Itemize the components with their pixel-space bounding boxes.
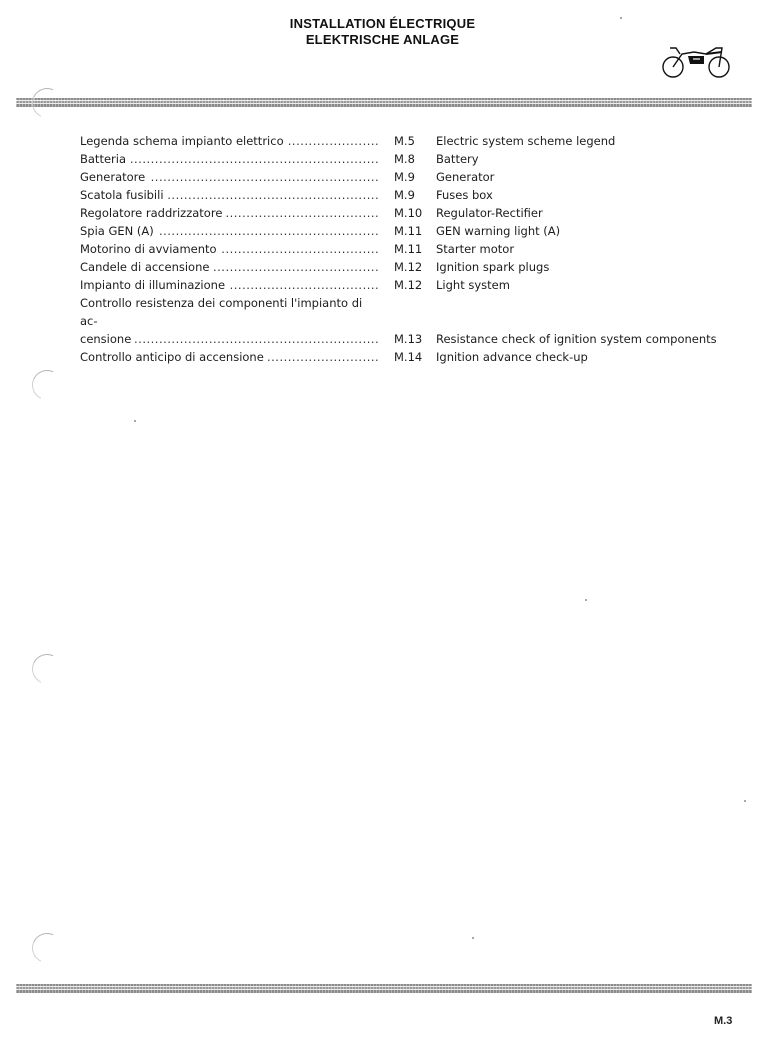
toc-page-ref: M.9 xyxy=(394,170,415,184)
toc-row xyxy=(80,150,740,168)
toc-row xyxy=(80,168,740,186)
toc-row xyxy=(80,222,740,240)
toc-english-label: Starter motor xyxy=(436,242,515,256)
toc-english-label: Generator xyxy=(436,170,495,184)
toc-english-label: Light system xyxy=(436,278,510,292)
toc-italian-label: Regolatore raddrizzatore ..... xyxy=(80,204,380,222)
toc-row xyxy=(80,132,740,150)
toc-italian-label: Controllo anticipo di accensione ..... xyxy=(80,348,380,366)
scan-speck xyxy=(472,937,474,939)
toc-english-label: Battery xyxy=(436,152,479,166)
motorcycle-icon xyxy=(660,42,732,80)
toc-italian-label xyxy=(80,294,380,348)
toc-row xyxy=(80,276,740,294)
scan-speck xyxy=(620,17,622,19)
toc-page-ref: M.5 xyxy=(394,134,415,148)
toc-page-ref: M.9 xyxy=(394,188,415,202)
toc-english-label: Ignition advance check-up xyxy=(436,350,588,364)
toc-page-ref: M.12 xyxy=(394,278,423,292)
toc-italian-label: Scatola fusibili ..... xyxy=(80,186,380,204)
toc-page-ref: M.13 xyxy=(394,332,423,346)
toc-italian-label: Impianto di illuminazione ..... xyxy=(80,276,380,294)
toc-page-ref: M.14 xyxy=(394,350,423,364)
toc-row xyxy=(80,348,740,366)
toc-italian-label-line2: censione xyxy=(80,332,135,346)
toc-english-label: GEN warning light (A) xyxy=(436,224,561,238)
toc-row xyxy=(80,258,740,276)
scan-speck xyxy=(744,800,746,802)
title-french: INSTALLATION ÉLECTRIQUE xyxy=(289,16,476,31)
toc-row xyxy=(80,240,740,258)
table-of-contents xyxy=(80,132,740,366)
punch-hole-mark xyxy=(28,650,66,688)
toc-italian-label: Spia GEN (A) ..... xyxy=(80,222,380,240)
toc-english-label: Ignition spark plugs xyxy=(436,260,550,274)
punch-hole-mark xyxy=(28,366,66,404)
toc-italian-label: Motorino di avviamento ..... xyxy=(80,240,380,258)
title-german: ELEKTRISCHE ANLAGE xyxy=(305,32,460,47)
toc-row xyxy=(80,294,740,348)
toc-row xyxy=(80,186,740,204)
bottom-rule xyxy=(16,984,752,993)
toc-italian-label: Generatore ..... xyxy=(80,168,380,186)
toc-english-label: Resistance check of ignition system components xyxy=(436,332,717,346)
toc-page-ref: M.12 xyxy=(394,260,423,274)
punch-hole-mark xyxy=(28,929,66,967)
toc-page-ref: M.10 xyxy=(394,206,423,220)
page-header xyxy=(0,16,765,48)
toc-page-ref: M.11 xyxy=(394,242,423,256)
page-number: M.3 xyxy=(714,1015,733,1027)
toc-english-label: Fuses box xyxy=(436,188,493,202)
toc-page-ref: M.11 xyxy=(394,224,423,238)
scan-speck xyxy=(134,420,136,422)
toc-italian-label: Candele di accensione ..... xyxy=(80,258,380,276)
top-rule xyxy=(16,98,752,107)
toc-page-ref: M.8 xyxy=(394,152,415,166)
toc-italian-label: Legenda schema impianto elettrico ..... xyxy=(80,132,380,150)
toc-row xyxy=(80,204,740,222)
toc-italian-label-line1: Controllo resistenza dei componenti l'impianto di ac- xyxy=(80,296,363,328)
punch-hole-mark xyxy=(28,84,66,122)
toc-english-label: Electric system scheme legend xyxy=(436,134,616,148)
scan-speck xyxy=(585,599,587,601)
toc-italian-label: Batteria ..... xyxy=(80,150,380,168)
toc-english-label: Regulator-Rectifier xyxy=(436,206,543,220)
